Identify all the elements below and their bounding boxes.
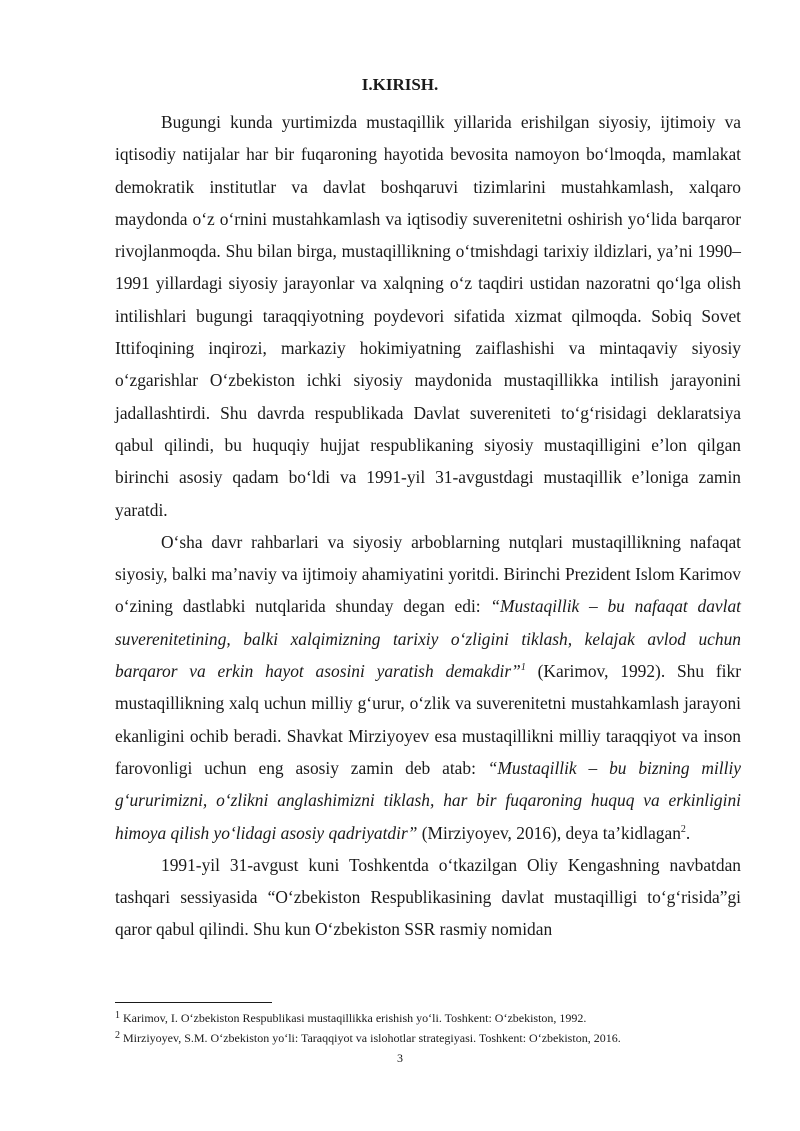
footnotes [115,1008,755,1048]
body-text [115,106,741,946]
paragraph-declaration: 1991-yil 31-avgust kuni Toshkentda o‘tkazilgan Oliy Kengashning navbatdan tashqari sessiyasida “O‘zbekiston Respublikasining davlat mustaqilligi to‘g‘risida”gi qaror qabul qilindi. Shu kun O‘zbekiston SSR rasmiy nomidan [115,854,741,940]
section-heading: I.KIRISH. [361,75,439,94]
footnote-2 [115,1028,755,1048]
paragraph-speeches-intro: O‘sha davr rahbarlari va siyosiy arboblarning nutqlari mustaqillikning nafaqat siyosiy, balki ma’naviy va ijtimoiy ahamiyatini yoritdi. Birinchi Prezident Islom Karimov o‘zining dastlabki nutqlarida shunday degan edi: [115,531,741,617]
page-number: 3 [397,1051,403,1065]
footnote-1 [115,1008,755,1028]
footnote-number: 1 [115,1010,120,1021]
footnote-separator [115,1002,272,1003]
paragraph-speeches-tail: (Mirziyoyev, 2016), deya ta’kidlagan [417,822,681,843]
paragraph-speeches [115,526,741,849]
paragraph-intro: Bugungi kunda yurtimizda mustaqillik yillarida erishilgan siyosiy, ijtimoiy va iqtisodiy natijalar har bir fuqaroning hayotida bevosita namoyon bo‘lmoqda, mamlakat demokratik institutlar va davlat boshqaruvi tizimlarini mustahkamlash, xalqaro maydonda o‘z o‘rnini mustahkamlash va iqtisodiy suverenitetni oshirish yo‘lida barqaror rivojlanmoqda. Shu bilan birga, mustaqillikning o‘tmishdagi tarixiy ildizlari, ya’ni 1990–1991 yillardagi siyosiy jarayonlar va xalqning o‘z taqdiri ustidan nazoratni qo‘lga olish intilishlari bugungi taraqqiyotning poydevori sifatida xizmat qilmoqda. Sobiq Sovet Ittifoqining inqirozi, markaziy hokimiyatning zaiflashishi va mintaqaviy siyosiy o‘zgarishlar O‘zbekiston ichki siyosiy maydonida mustaqillikka intilish jarayonini jadallashtirdi. Shu davrda respublikada Davlat suvereniteti to‘g‘risidagi deklaratsiya qabul qilindi, bu huquqiy hujjat respublikaning siyosiy mustaqilligini e’lon qilgan birinchi asosiy qadam bo‘ldi va 1991-yil 31-avgustdagi mustaqillik e’loniga zamin yaratdi. [115,112,741,520]
footnote-ref-2: 2 [680,823,686,835]
footnote-text: Karimov, I. O‘zbekiston Respublikasi mustaqillikka erishish yo‘li. Toshkent: O‘zbekiston, 1992. [123,1011,587,1025]
footnote-number: 2 [115,1030,120,1041]
quote-mirziyoyev: “Mustaqillik – bu bizning milliy g‘ururimizni, o‘zlikni anglashimizni tiklash, har bir fuqaroning huquq va erkinligini himoya qilish yo‘lidagi asosiy qadriyatdir” [115,757,741,843]
footnote-text: Mirziyoyev, S.M. O‘zbekiston yo‘li: Taraqqiyot va islohotlar strategiyasi. Toshkent: O‘zbekiston, 2016. [123,1031,621,1045]
quote-karimov: “Mustaqillik – bu nafaqat davlat suverenitetining, balki xalqimizning tarixiy o‘zligini tiklash, kelajak avlod uchun barqaror va erkin hayot asosini yaratish demakdir” [115,596,741,682]
footnote-ref-1: 1 [520,662,526,674]
paragraph-speeches-end: . [685,822,691,843]
paragraph-speeches-middle: (Karimov, 1992). Shu fikr mustaqillikning xalq uchun milliy g‘urur, o‘zlik va suverenitetni mustahkamlash jarayoni ekanligini ochib beradi. Shavkat Mirziyoyev esa mustaqillikni milliy taraqqiyot va inson farovonligi uchun eng asosiy zamin deb atab: [115,661,741,778]
